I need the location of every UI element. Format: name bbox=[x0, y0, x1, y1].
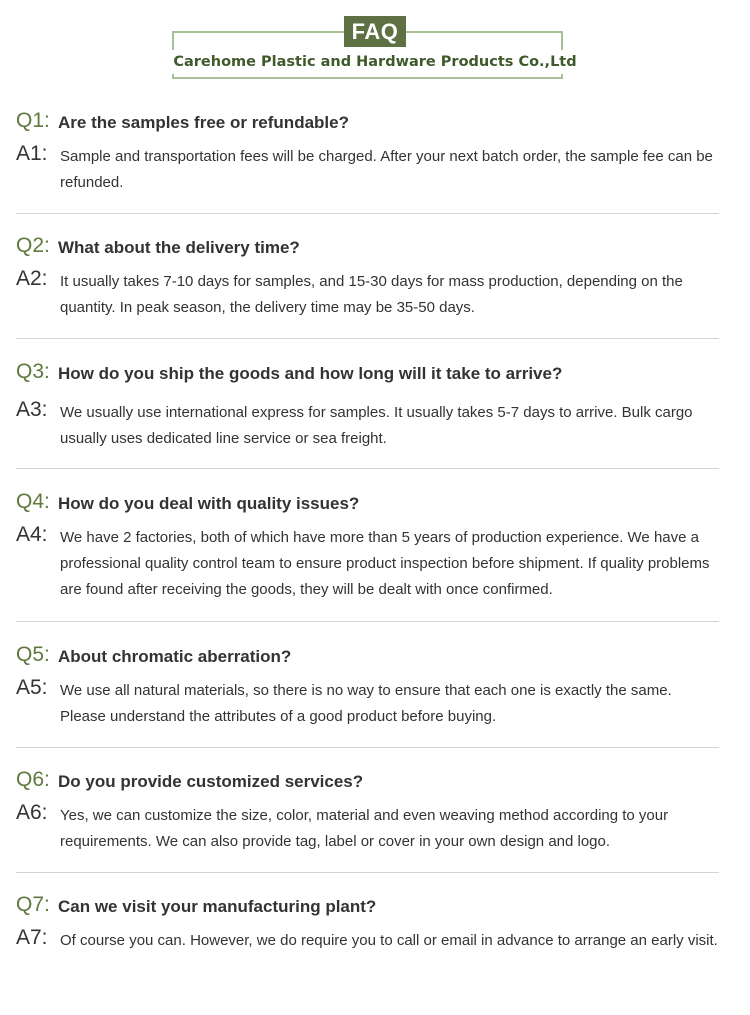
question-label: Q3: bbox=[16, 360, 50, 383]
company-name: Carehome Plastic and Hardware Products Co.,Ltd bbox=[165, 50, 585, 74]
question-text: Are the samples free or refundable? bbox=[58, 113, 349, 132]
divider bbox=[16, 468, 719, 469]
question-label: Q2: bbox=[16, 234, 50, 257]
answer-label: A7: bbox=[16, 926, 48, 949]
answer-label: A1: bbox=[16, 142, 48, 165]
answer-text: It usually takes 7-10 days for samples, and 15-30 days for mass production, depending on the quantity. In peak season, the delivery time may be 35-50 days. bbox=[60, 273, 683, 316]
answer-label: A6: bbox=[16, 801, 48, 824]
answer-text: Yes, we can customize the size, color, material and even weaving method according to your requirements. We can also provide tag, label or cover in your own design and logo. bbox=[60, 807, 669, 850]
faq-header bbox=[0, 0, 750, 90]
answer-label: A4: bbox=[16, 523, 48, 546]
question-label: Q5: bbox=[16, 643, 50, 666]
divider bbox=[16, 213, 719, 214]
question-text: Can we visit your manufacturing plant? bbox=[58, 897, 377, 916]
question-text: How do you ship the goods and how long will it take to arrive? bbox=[58, 364, 563, 383]
answer-label: A3: bbox=[16, 398, 48, 421]
answer-text: We use all natural materials, so there is no way to ensure that each one is exactly the same. Please understand the attributes of a good product before buying. bbox=[60, 682, 672, 725]
divider bbox=[16, 621, 719, 622]
question-text: Do you provide customized services? bbox=[58, 772, 364, 791]
question-label: Q1: bbox=[16, 109, 50, 132]
answer-label: A5: bbox=[16, 676, 48, 699]
question-text: About chromatic aberration? bbox=[58, 647, 292, 666]
answer-label: A2: bbox=[16, 267, 48, 290]
answer-text: We usually use international express for samples. It usually takes 5-7 days to arrive. Bulk cargo usually uses dedicated line service or sea freight. bbox=[60, 404, 693, 447]
answer-text: Of course you can. However, we do require you to call or email in advance to arrange an early visit. bbox=[60, 932, 718, 949]
question-text: What about the delivery time? bbox=[58, 238, 300, 257]
divider bbox=[16, 747, 719, 748]
divider bbox=[16, 872, 719, 873]
question-label: Q4: bbox=[16, 490, 50, 513]
answer-text: Sample and transportation fees will be charged. After your next batch order, the sample fee can be refunded. bbox=[60, 148, 713, 191]
faq-title-tag: FAQ bbox=[344, 16, 406, 47]
divider bbox=[16, 338, 719, 339]
question-label: Q6: bbox=[16, 768, 50, 791]
answer-text: We have 2 factories, both of which have more than 5 years of production experience. We have a professional quality control team to ensure product inspection before shipment. If quality problems are found after receiving the goods, they will be dealt with once confirmed. bbox=[60, 529, 710, 598]
question-label: Q7: bbox=[16, 893, 50, 916]
question-text: How do you deal with quality issues? bbox=[58, 494, 360, 513]
